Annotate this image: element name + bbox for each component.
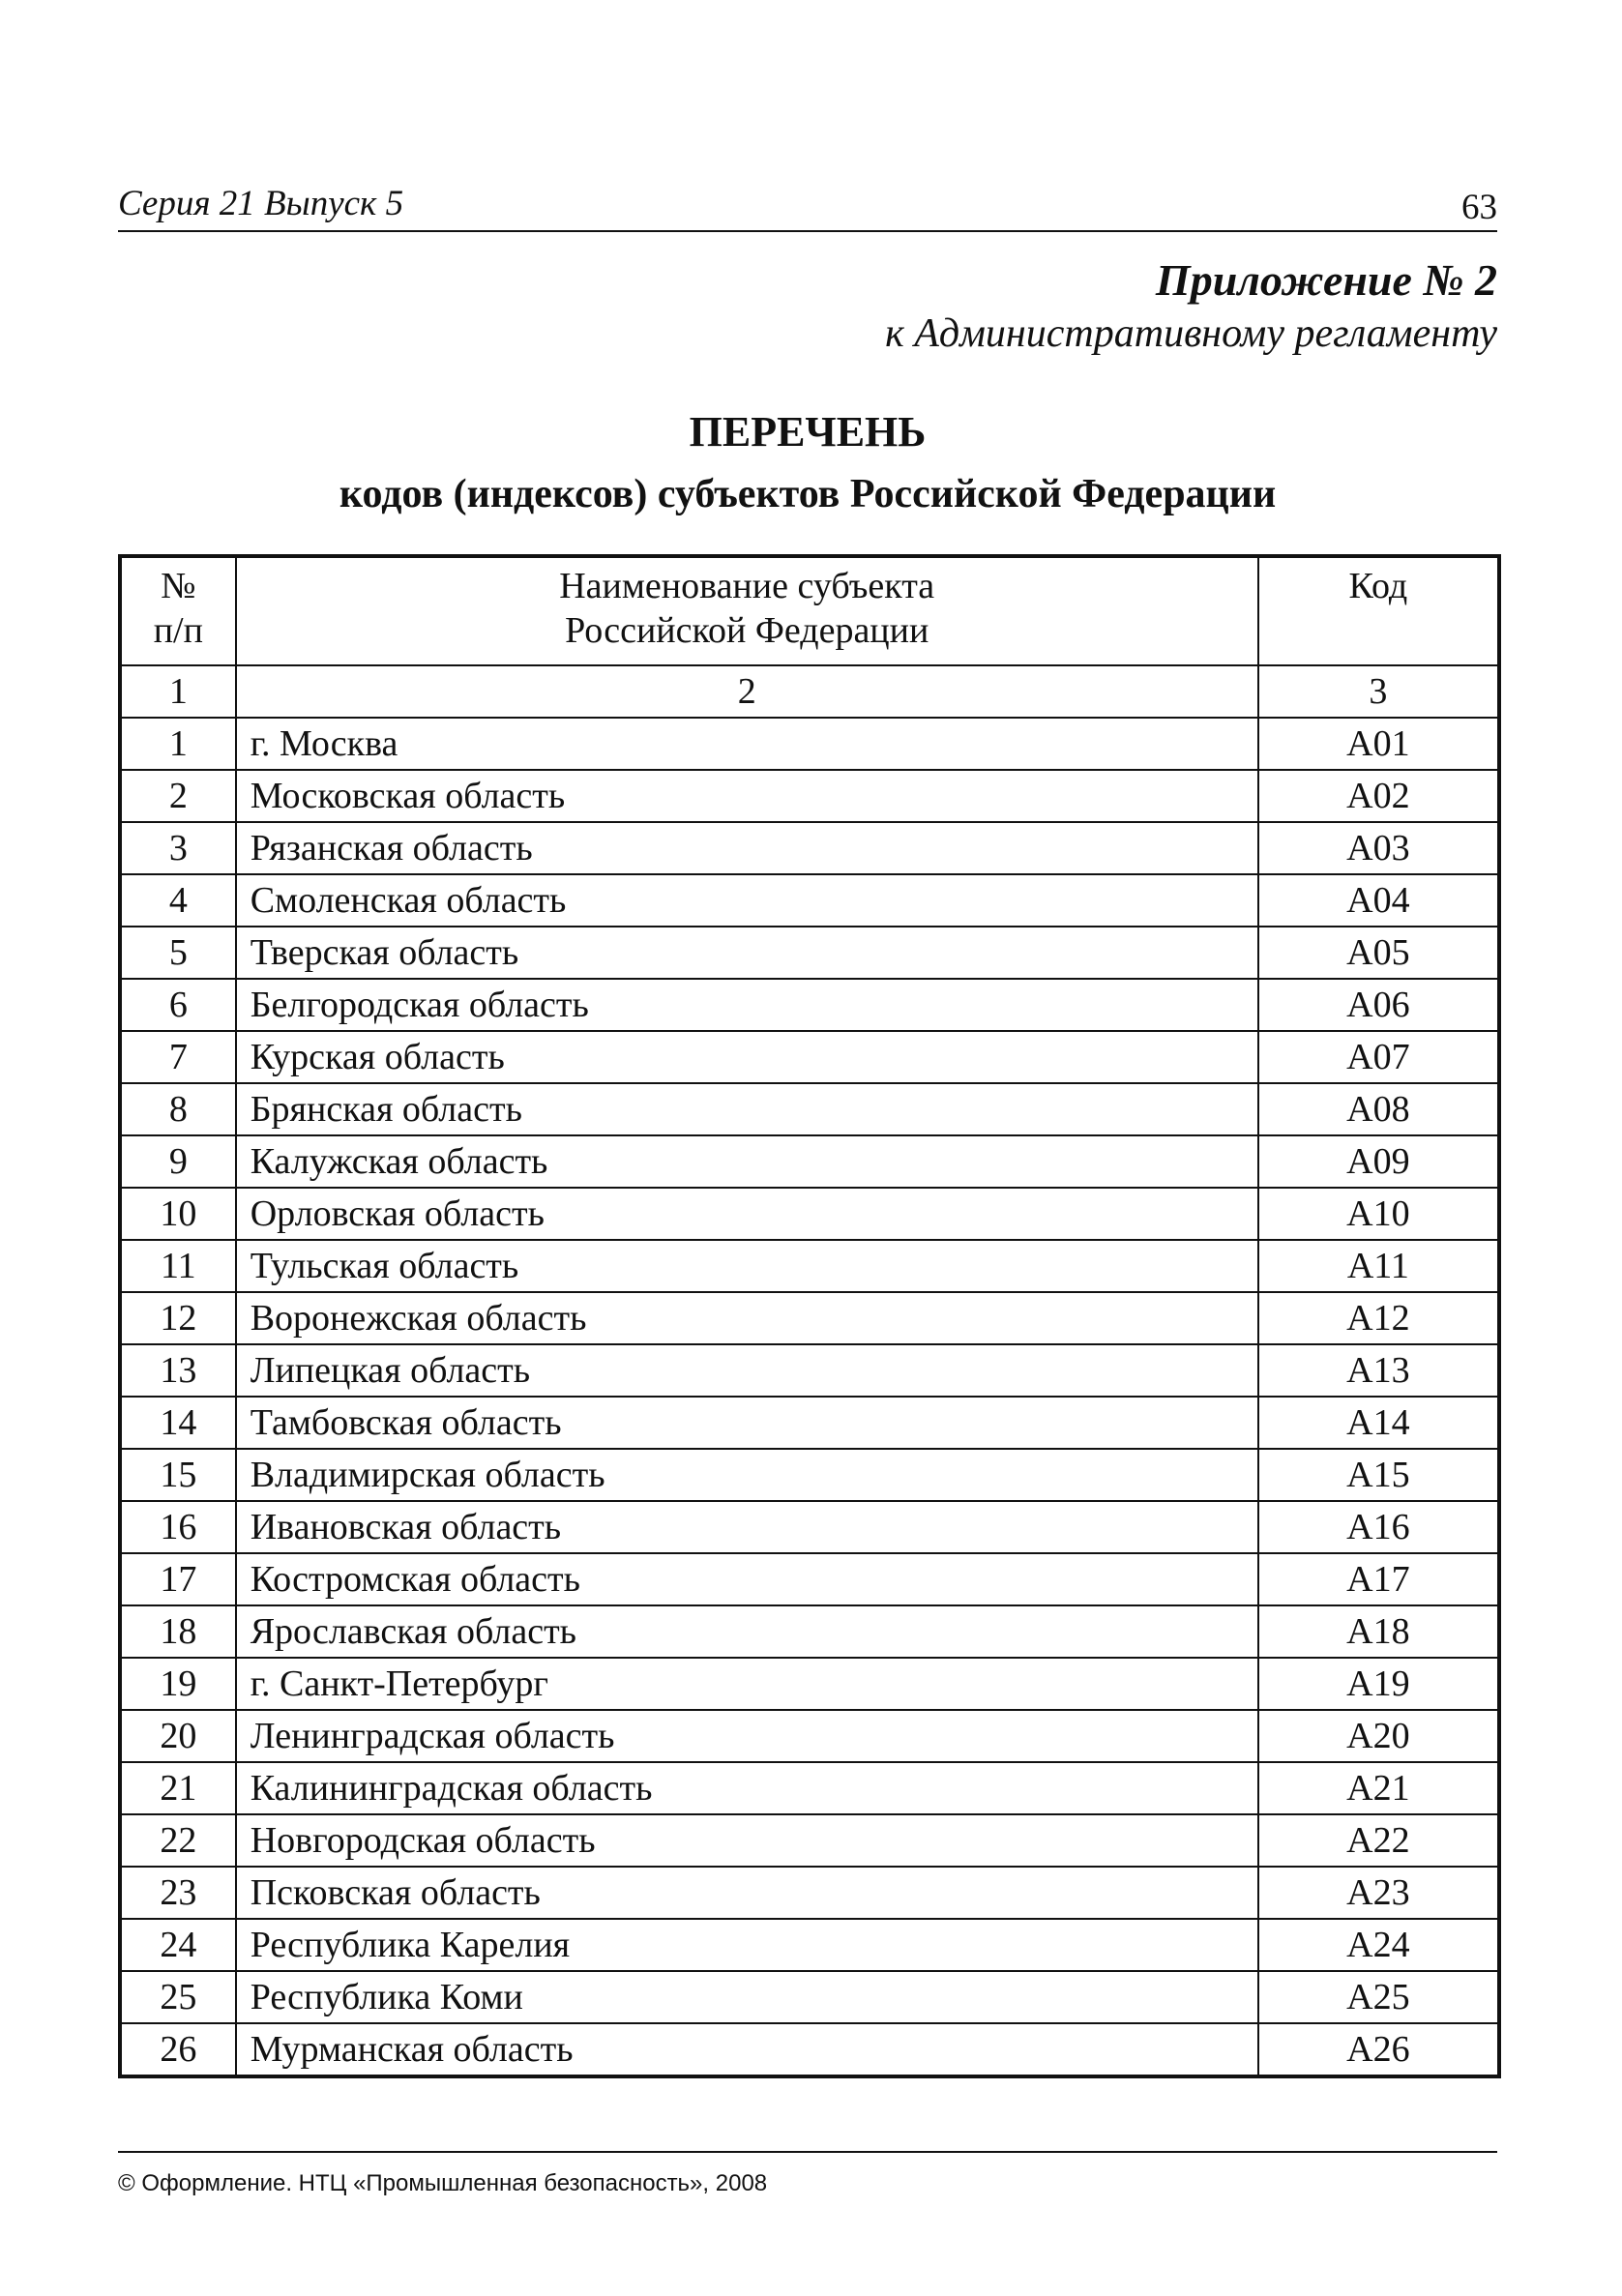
row-number: 2 bbox=[120, 770, 236, 822]
region-code: А12 bbox=[1258, 1292, 1499, 1344]
row-number: 13 bbox=[120, 1344, 236, 1397]
row-number: 17 bbox=[120, 1553, 236, 1605]
row-number: 26 bbox=[120, 2023, 236, 2076]
header-name-line1: Наименование субъекта bbox=[559, 566, 935, 606]
column-number-2: 2 bbox=[236, 665, 1258, 718]
table-row bbox=[120, 2023, 1499, 2076]
region-code: А05 bbox=[1258, 927, 1499, 979]
region-name: Московская область bbox=[236, 770, 1258, 822]
region-name: Владимирская область bbox=[236, 1449, 1258, 1501]
table-row bbox=[120, 1658, 1499, 1710]
region-name: Орловская область bbox=[236, 1188, 1258, 1240]
table-row bbox=[120, 874, 1499, 927]
region-code: А13 bbox=[1258, 1344, 1499, 1397]
row-number: 16 bbox=[120, 1501, 236, 1553]
region-name: Липецкая область bbox=[236, 1344, 1258, 1397]
series-label: Серия 21 Выпуск 5 bbox=[118, 184, 404, 223]
appendix-block bbox=[885, 253, 1497, 360]
region-name: г. Санкт-Петербург bbox=[236, 1658, 1258, 1710]
region-name: Калужская область bbox=[236, 1135, 1258, 1188]
header-code bbox=[1258, 556, 1499, 665]
row-number: 3 bbox=[120, 822, 236, 874]
table-row bbox=[120, 1919, 1499, 1971]
region-code: А14 bbox=[1258, 1397, 1499, 1449]
region-code: А08 bbox=[1258, 1083, 1499, 1135]
document-subtitle: кодов (индексов) субъектов Российской Федерации bbox=[339, 472, 1277, 516]
row-number: 9 bbox=[120, 1135, 236, 1188]
table-row bbox=[120, 1188, 1499, 1240]
row-number: 15 bbox=[120, 1449, 236, 1501]
region-name: Курская область bbox=[236, 1031, 1258, 1083]
table-row bbox=[120, 1867, 1499, 1919]
region-name: Ярославская область bbox=[236, 1605, 1258, 1658]
row-number: 22 bbox=[120, 1814, 236, 1867]
region-code: А11 bbox=[1258, 1240, 1499, 1292]
region-name: Калининградская область bbox=[236, 1762, 1258, 1814]
region-code: А03 bbox=[1258, 822, 1499, 874]
column-number-3: 3 bbox=[1258, 665, 1499, 718]
region-code: А26 bbox=[1258, 2023, 1499, 2076]
table-header-row bbox=[120, 556, 1499, 665]
region-name: Тамбовская область bbox=[236, 1397, 1258, 1449]
table-row bbox=[120, 1710, 1499, 1762]
region-code: А04 bbox=[1258, 874, 1499, 927]
region-name: Воронежская область bbox=[236, 1292, 1258, 1344]
region-code: А19 bbox=[1258, 1658, 1499, 1710]
region-name: Тверская область bbox=[236, 927, 1258, 979]
header-code-label: Код bbox=[1348, 566, 1408, 606]
row-number: 24 bbox=[120, 1919, 236, 1971]
region-name: Костромская область bbox=[236, 1553, 1258, 1605]
row-number: 6 bbox=[120, 979, 236, 1031]
region-code: А09 bbox=[1258, 1135, 1499, 1188]
page-number: 63 bbox=[1461, 188, 1497, 227]
region-code: А17 bbox=[1258, 1553, 1499, 1605]
row-number: 8 bbox=[120, 1083, 236, 1135]
row-number: 10 bbox=[120, 1188, 236, 1240]
table-row bbox=[120, 1083, 1499, 1135]
region-code: А02 bbox=[1258, 770, 1499, 822]
table-row bbox=[120, 927, 1499, 979]
row-number: 12 bbox=[120, 1292, 236, 1344]
header-number bbox=[120, 556, 236, 665]
header-name-line2: Российской Федерации bbox=[565, 610, 929, 651]
region-name: Белгородская область bbox=[236, 979, 1258, 1031]
table-row bbox=[120, 770, 1499, 822]
table-row bbox=[120, 1605, 1499, 1658]
table-row bbox=[120, 1344, 1499, 1397]
row-number: 1 bbox=[120, 718, 236, 770]
region-code: А24 bbox=[1258, 1919, 1499, 1971]
table-row bbox=[120, 1135, 1499, 1188]
row-number: 19 bbox=[120, 1658, 236, 1710]
appendix-subtitle: к Административному регламенту bbox=[885, 311, 1497, 356]
page-header bbox=[118, 184, 1497, 232]
region-name: Смоленская область bbox=[236, 874, 1258, 927]
table-row bbox=[120, 1971, 1499, 2023]
region-codes-table bbox=[118, 554, 1501, 2078]
table-row bbox=[120, 1449, 1499, 1501]
region-name: Ленинградская область bbox=[236, 1710, 1258, 1762]
header-number-line2: п/п bbox=[153, 610, 203, 651]
region-name: г. Москва bbox=[236, 718, 1258, 770]
region-code: А10 bbox=[1258, 1188, 1499, 1240]
region-name: Республика Карелия bbox=[236, 1919, 1258, 1971]
table-body bbox=[120, 718, 1499, 2076]
region-code: А06 bbox=[1258, 979, 1499, 1031]
table-row bbox=[120, 822, 1499, 874]
table-row bbox=[120, 1814, 1499, 1867]
table-row bbox=[120, 1240, 1499, 1292]
row-number: 18 bbox=[120, 1605, 236, 1658]
region-code: А21 bbox=[1258, 1762, 1499, 1814]
region-code: А16 bbox=[1258, 1501, 1499, 1553]
region-name: Тульская область bbox=[236, 1240, 1258, 1292]
region-code: А23 bbox=[1258, 1867, 1499, 1919]
row-number: 4 bbox=[120, 874, 236, 927]
table-row bbox=[120, 1031, 1499, 1083]
row-number: 5 bbox=[120, 927, 236, 979]
region-code: А07 bbox=[1258, 1031, 1499, 1083]
document-title: ПЕРЕЧЕНЬ bbox=[689, 408, 927, 456]
row-number: 7 bbox=[120, 1031, 236, 1083]
region-code: А01 bbox=[1258, 718, 1499, 770]
table-row bbox=[120, 1553, 1499, 1605]
table-row bbox=[120, 1397, 1499, 1449]
region-code: А25 bbox=[1258, 1971, 1499, 2023]
footer-copyright: © Оформление. НТЦ «Промышленная безопасность», 2008 bbox=[118, 2151, 1497, 2197]
table-row bbox=[120, 1501, 1499, 1553]
row-number: 11 bbox=[120, 1240, 236, 1292]
region-name: Брянская область bbox=[236, 1083, 1258, 1135]
column-number-row bbox=[120, 665, 1499, 718]
region-name: Республика Коми bbox=[236, 1971, 1258, 2023]
header-number-line1: № bbox=[161, 566, 196, 606]
row-number: 20 bbox=[120, 1710, 236, 1762]
table-row bbox=[120, 979, 1499, 1031]
region-name: Псковская область bbox=[236, 1867, 1258, 1919]
row-number: 23 bbox=[120, 1867, 236, 1919]
region-code: А20 bbox=[1258, 1710, 1499, 1762]
region-code: А18 bbox=[1258, 1605, 1499, 1658]
table-row bbox=[120, 718, 1499, 770]
region-code: А22 bbox=[1258, 1814, 1499, 1867]
header-name bbox=[236, 556, 1258, 665]
row-number: 25 bbox=[120, 1971, 236, 2023]
region-name: Мурманская область bbox=[236, 2023, 1258, 2076]
appendix-title: Приложение № 2 bbox=[1155, 255, 1497, 305]
row-number: 21 bbox=[120, 1762, 236, 1814]
table-row bbox=[120, 1762, 1499, 1814]
region-name: Рязанская область bbox=[236, 822, 1258, 874]
table-row bbox=[120, 1292, 1499, 1344]
region-name: Новгородская область bbox=[236, 1814, 1258, 1867]
row-number: 14 bbox=[120, 1397, 236, 1449]
region-name: Ивановская область bbox=[236, 1501, 1258, 1553]
region-code: А15 bbox=[1258, 1449, 1499, 1501]
column-number-1: 1 bbox=[120, 665, 236, 718]
